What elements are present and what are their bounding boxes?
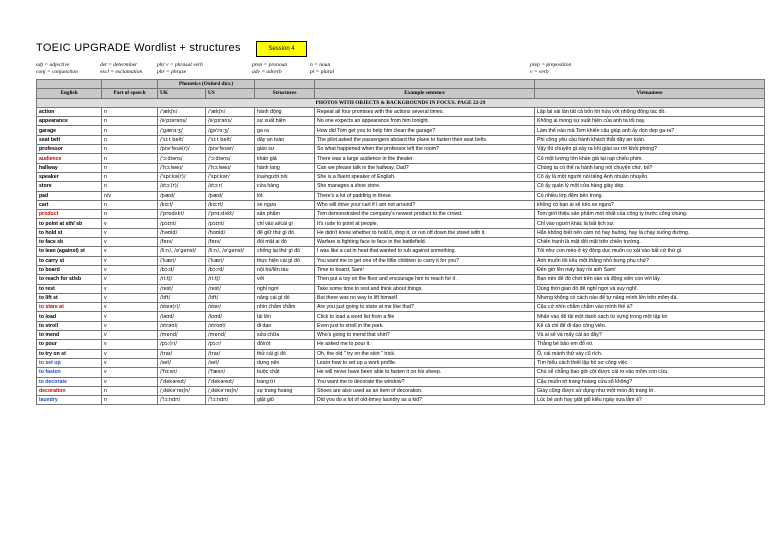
table-row (37, 191, 765, 200)
uk-ipa-cell: /stɔː(r)/ (158, 182, 206, 191)
uk-ipa-cell: /pɔː(r)/ (158, 340, 206, 349)
english-cell: action (37, 107, 102, 116)
vietnamese-cell: Chiến tranh là mặt đối mặt trên chiến trường. (535, 238, 765, 247)
us-ipa-cell: /loʊd/ (206, 312, 255, 321)
us-ipa-cell: /ˈprɑːdʌkt/ (206, 210, 255, 219)
example-cell: He asked me to pour it. (315, 340, 535, 349)
pos-cell: v (102, 331, 158, 340)
us-ipa-cell: /ˈækʃn/ (206, 107, 255, 116)
uk-ipa-cell: /prəˈfesə(r)/ (158, 145, 206, 154)
vietnamese-cell: Có nhiều lớp đệm bên trong. (535, 191, 765, 200)
us-ipa-cell: /kɑːrt/ (206, 200, 255, 209)
pos-cell: v (102, 321, 158, 330)
table-row (37, 396, 765, 405)
example-cell: No one expects an appearance from him tonight. (315, 117, 535, 126)
abbr-item: conj = conjunction (36, 69, 78, 75)
vietnamese-cell: Anh muốn tôi kêu một thằng nhỏ bưng phụ chứ? (535, 256, 765, 265)
uk-ipa-cell: /ˈfɑːsn/ (158, 368, 206, 377)
abbr-item: det = determiner (100, 62, 138, 68)
vietnamese-cell: Vậy thì chuyện gì xảy ra khi giáo sư rời khỏi phòng? (535, 145, 765, 154)
structure-cell: nội trú/lên tàu (255, 265, 315, 274)
example-cell: Shoes are also used as an item of decoration. (315, 386, 535, 395)
us-ipa-cell: /pɔːr/ (206, 340, 255, 349)
us-ipa-cell: /ˈkæri/ (206, 256, 255, 265)
abbr-col-3 (157, 62, 203, 76)
us-ipa-cell: /lɪft/ (206, 293, 255, 302)
english-cell: laundry (37, 396, 102, 405)
table-row (37, 172, 765, 181)
english-cell: to pour (37, 340, 102, 349)
table-row (37, 293, 765, 302)
us-ipa-cell: /ɡəˈrɑːʒ/ (206, 126, 255, 135)
example-cell: Repeat all four promises with the actions several times. (315, 107, 535, 116)
uk-ipa-cell: /bɔːd/ (158, 265, 206, 274)
vietnamese-cell: Có một lượng lớn khán giả tại rạp chiếu phim. (535, 154, 765, 163)
example-cell: Click to load a word list from a file (315, 312, 535, 321)
table-row (37, 163, 765, 172)
header-structures: Structures (255, 89, 315, 98)
vietnamese-cell: Bạn nên để đồ chơi trên sàn và động viên con với lấy. (535, 275, 765, 284)
abbr-col-6 (530, 62, 571, 76)
us-ipa-cell: /ˈɔːdiəns/ (206, 154, 255, 163)
pos-cell: v (102, 247, 158, 256)
uk-ipa-cell: /lɪft/ (158, 293, 206, 302)
structure-cell: sự trang hoàng (255, 386, 315, 395)
pos-cell: v (102, 228, 158, 237)
pos-cell: v (102, 358, 158, 367)
english-cell: audience (37, 154, 102, 163)
abbr-item: pron = pronoun (252, 62, 288, 68)
pos-cell: v (102, 340, 158, 349)
english-cell: to lean (against) st (37, 247, 102, 256)
example-cell: But there was no way to lift himself. (315, 293, 535, 302)
vietnamese-cell: Tôi như con mèo ở kỳ động dục muốn cọ xát vào bất cứ thứ gì. (535, 247, 765, 256)
abbr-col-1 (36, 62, 78, 76)
abbr-item: phr = phrase (157, 69, 187, 75)
uk-ipa-cell: /ˌdekəˈreɪʃn/ (158, 386, 206, 395)
header-uk: UK (158, 89, 206, 98)
table-row (37, 265, 765, 274)
uk-ipa-cell: /ˈdekəreɪt/ (158, 377, 206, 386)
us-ipa-cell: /stɔːr/ (206, 182, 255, 191)
english-cell: professor (37, 145, 102, 154)
header-us: US (206, 89, 255, 98)
english-cell: store (37, 182, 102, 191)
structure-cell: hành động (255, 107, 315, 116)
pos-cell: n (102, 117, 158, 126)
structure-cell: với (255, 275, 315, 284)
uk-ipa-cell: /mend/ (158, 331, 206, 340)
uk-ipa-cell: /steə(r)/ (158, 303, 206, 312)
header-blank (255, 80, 315, 89)
structure-cell: loa/người nói (255, 172, 315, 181)
vietnamese-cell: Chỉ vào người khác là bất lịch sự. (535, 219, 765, 228)
table-row (37, 312, 765, 321)
table-row (37, 145, 765, 154)
example-cell: He didn't know whether to hold it, drop it, or run off down the street with it. (315, 228, 535, 237)
us-ipa-cell: /hoʊld/ (206, 228, 255, 237)
us-ipa-cell: /stroʊl/ (206, 321, 255, 330)
wordlist-table (36, 79, 765, 405)
vietnamese-cell: Kể cả chỉ để đi dạo công viên. (535, 321, 765, 330)
us-ipa-cell: /bɔːrd/ (206, 265, 255, 274)
example-cell: Who's going to mend that shirt? (315, 331, 535, 340)
vietnamese-cell: Làm thế nào mà Tom khiến cậu giúp anh ấy dọn dẹp ga-ra? (535, 126, 765, 135)
english-cell: to board (37, 265, 102, 274)
english-cell: to hold st (37, 228, 102, 237)
pos-cell: v (102, 312, 158, 321)
vietnamese-cell: Giày cũng được sử dụng như một món đồ trang trí. (535, 386, 765, 395)
us-ipa-cell: /ˈfæsn/ (206, 368, 255, 377)
example-cell: She is a fluent speaker of English. (315, 172, 535, 181)
us-ipa-cell: /feɪs/ (206, 238, 255, 247)
english-cell: to carry st (37, 256, 102, 265)
vietnamese-cell: Tom giới thiệu sản phẩm mới nhất của công ty trước công chúng. (535, 210, 765, 219)
session-badge: Session 4 (256, 41, 307, 57)
vietnamese-cell: Cậu cứ nhìn chằm chằm vào mình thế à? (535, 303, 765, 312)
us-ipa-cell: /riːtʃ/ (206, 275, 255, 284)
pos-cell: v (102, 377, 158, 386)
vietnamese-cell: Tìm hiểu cách thiết lập hồ sơ công việc. (535, 358, 765, 367)
abbr-item: pl = plural (310, 69, 335, 75)
structure-cell: ga ra (255, 126, 315, 135)
table-row (37, 182, 765, 191)
table-row (37, 228, 765, 237)
vietnamese-cell: Không ai mong sự xuất hiện của anh ta tối nay. (535, 117, 765, 126)
table-row (37, 210, 765, 219)
uk-ipa-cell: /liːn/, /əˈɡenst/ (158, 247, 206, 256)
english-cell: to set up (37, 358, 102, 367)
uk-ipa-cell: /əˈpɪərəns/ (158, 117, 206, 126)
english-cell: pad (37, 191, 102, 200)
table-row (37, 358, 765, 367)
table-row (37, 349, 765, 358)
english-cell: to fasten (37, 368, 102, 377)
english-cell: to reach for st/sb (37, 275, 102, 284)
english-cell: to try on st (37, 349, 102, 358)
table-row (37, 275, 765, 284)
header-pos: Part of speech (102, 89, 158, 98)
example-cell: It's rude to point at people. (315, 219, 535, 228)
structure-cell: thực hiện cái gì đó (255, 256, 315, 265)
uk-ipa-cell: /ˈsiːt belt/ (158, 135, 206, 144)
structure-cell: giặt giũ (255, 396, 315, 405)
uk-ipa-cell: /kɑːt/ (158, 200, 206, 209)
structure-cell: nâng cái gì đó (255, 293, 315, 302)
vietnamese-cell: Chúng ta có thể ra hành lang nói chuyện chứ, bố? (535, 163, 765, 172)
header-english: English (37, 89, 102, 98)
us-ipa-cell: /pæd/ (206, 191, 255, 200)
pos-cell: n (102, 386, 158, 395)
vietnamese-cell: Hắn không biết nên cầm nó hay buông, hay là chạy xuống đường. (535, 228, 765, 237)
english-cell: to point at sth/ sb (37, 219, 102, 228)
us-ipa-cell: /pɔɪnt/ (206, 219, 255, 228)
vietnamese-cell: Và ai sẽ vá mấy cái áo đây? (535, 331, 765, 340)
example-cell: How did Tom get you to help him clean the garage? (315, 126, 535, 135)
structure-cell: khán giả (255, 154, 315, 163)
vietnamese-cell: Thằng bé bảo em đổ nó. (535, 340, 765, 349)
example-cell: The pilot asked the passengers aboard the plane to fasten their seat belts. (315, 135, 535, 144)
example-cell: Oh, the old " try on the skirt " trick. (315, 349, 535, 358)
example-cell: So what happened when the professor left the room? (315, 145, 535, 154)
uk-ipa-cell: /ləʊd/ (158, 312, 206, 321)
example-cell: He will never have been able to fasten it on his sheep. (315, 368, 535, 377)
pos-cell: n (102, 172, 158, 181)
structure-cell: lót (255, 191, 315, 200)
abbr-item: adj = adjective (36, 62, 70, 68)
abbr-item: phr v = phrasal verb (157, 62, 203, 68)
structure-cell: chỉ vào ai/cái gì (255, 219, 315, 228)
table-row (37, 321, 765, 330)
english-cell: garage (37, 126, 102, 135)
structure-cell: trang trí (255, 377, 315, 386)
table-row (37, 200, 765, 209)
vietnamese-cell: Cô ấy quản lý một cửa hàng giày dép. (535, 182, 765, 191)
english-cell: speaker (37, 172, 102, 181)
us-ipa-cell: /traɪ/ (206, 349, 255, 358)
table-row (37, 219, 765, 228)
table-row (37, 256, 765, 265)
uk-ipa-cell: /pæd/ (158, 191, 206, 200)
pos-cell: n/v (102, 191, 158, 200)
vietnamese-cell: Nhấn vào để tải một danh sách từ vựng trong một tập tin (535, 312, 765, 321)
vietnamese-cell: Cậu muốn tớ trang hoàng cửa sổ không? (535, 377, 765, 386)
vietnamese-cell: Nhưng không có cách nào để tự nâng mình lên trên mõm đá. (535, 293, 765, 302)
pos-cell: v (102, 219, 158, 228)
vietnamese-cell: Dùng thời gian đó để nghỉ ngơi và suy nghĩ. (535, 284, 765, 293)
header-blank (315, 80, 535, 89)
example-cell: Then put a toy on the floor and encourage him to reach for it . (315, 275, 535, 284)
us-ipa-cell: /liːn/, /əˈɡenst/ (206, 247, 255, 256)
example-cell: She manages a shoe store. (315, 182, 535, 191)
structure-cell: dựng nên (255, 358, 315, 367)
header-example: Example sentence (315, 89, 535, 98)
example-cell: There was a large audience in the theater. (315, 154, 535, 163)
structure-cell: đổ/rót (255, 340, 315, 349)
structure-cell: chống lại thứ gì đó (255, 247, 315, 256)
example-cell: You want me to decorate the window? (315, 377, 535, 386)
table-row (37, 238, 765, 247)
pos-cell: n (102, 154, 158, 163)
us-ipa-cell: /ˈlɔːndri/ (206, 396, 255, 405)
uk-ipa-cell: /strəʊl/ (158, 321, 206, 330)
abbr-item: adv = adverb (252, 69, 282, 75)
structure-cell: cửa hàng (255, 182, 315, 191)
us-ipa-cell: /rest/ (206, 284, 255, 293)
structure-cell: dây an toàn (255, 135, 315, 144)
pos-cell: n (102, 210, 158, 219)
vietnamese-cell: Ồ, cái mánh thử váy cũ rích. (535, 349, 765, 358)
structure-cell: nhìn chằm chằm (255, 303, 315, 312)
english-cell: product (37, 210, 102, 219)
structure-cell: sửa chữa (255, 331, 315, 340)
example-cell: Time to board, Sam! (315, 265, 535, 274)
pos-cell: v (102, 256, 158, 265)
header-blank (102, 80, 158, 89)
us-ipa-cell: /ˈdekəreɪt/ (206, 377, 255, 386)
vietnamese-cell: Cô ấy là một người nói tiếng Anh nhuần nhuyễn. (535, 172, 765, 181)
us-ipa-cell: /set/ (206, 358, 255, 367)
vietnamese-cell: Lặp lại vài lần tất cả bốn lời hứa với những động tác đó. (535, 107, 765, 116)
table-row (37, 154, 765, 163)
pos-cell: v (102, 368, 158, 377)
english-cell: to rest (37, 284, 102, 293)
english-cell: to stare at (37, 303, 102, 312)
pos-cell: v (102, 284, 158, 293)
structure-cell: buộc chặt (255, 368, 315, 377)
pos-cell: v (102, 265, 158, 274)
structure-cell: đi dạo (255, 321, 315, 330)
vietnamese-cell: Phi công yêu cầu hành khách thắt dây an toàn. (535, 135, 765, 144)
us-ipa-cell: /ˈhɔːlweɪ/ (206, 163, 255, 172)
table-row (37, 377, 765, 386)
example-cell: You want me to get one of the little children to carry it for you? (315, 256, 535, 265)
header-phonetics: Phonetics (Oxford dict.) (158, 80, 255, 89)
pos-cell: n (102, 107, 158, 116)
vietnamese-cell: không có bạn ai sẽ kéo xe ngựa? (535, 200, 765, 209)
table-row (37, 117, 765, 126)
uk-ipa-cell: /rest/ (158, 284, 206, 293)
pos-cell: n (102, 396, 158, 405)
english-cell: to lift st (37, 293, 102, 302)
pos-cell: v (102, 293, 158, 302)
section-row (37, 98, 765, 107)
structure-cell: giáo sư (255, 145, 315, 154)
pos-cell: n (102, 145, 158, 154)
vietnamese-cell: Chú sẽ chẳng bao giờ cột được cái ro vào mõm con cừu. (535, 368, 765, 377)
example-cell: Tom demonstrated the company's newest product to the crowd. (315, 210, 535, 219)
uk-ipa-cell: /pɔɪnt/ (158, 219, 206, 228)
vietnamese-cell: Đến giờ lên máy bay rồi anh Sam! (535, 265, 765, 274)
uk-ipa-cell: /ˈspiːkə(r)/ (158, 172, 206, 181)
english-cell: to stroll (37, 321, 102, 330)
pos-cell: n (102, 163, 158, 172)
abbr-item: excl = exclamation (100, 69, 143, 75)
table-row (37, 126, 765, 135)
structure-cell: sản phẩm (255, 210, 315, 219)
uk-ipa-cell: /ˈkæri/ (158, 256, 206, 265)
uk-ipa-cell: /ˈækʃn/ (158, 107, 206, 116)
english-cell: to load (37, 312, 102, 321)
example-cell: I was like a cat in heat that wanted to rub against something. (315, 247, 535, 256)
structure-cell: đối mặt ai đó (255, 238, 315, 247)
table-row (37, 303, 765, 312)
uk-ipa-cell: /ˈɔːdiəns/ (158, 154, 206, 163)
pos-cell: n (102, 200, 158, 209)
pos-cell: n (102, 126, 158, 135)
vietnamese-cell: Lúc bé anh hay giặt giũ kiểu ngày xưa lắm à? (535, 396, 765, 405)
example-cell: Are you just going to stare at me like that? (315, 303, 535, 312)
abbr-col-5 (310, 62, 334, 76)
us-ipa-cell: /mend/ (206, 331, 255, 340)
abbr-item: v = verb (530, 69, 549, 75)
pos-cell: v (102, 275, 158, 284)
example-cell: Can we please talk in the hallway, Dad? (315, 163, 535, 172)
uk-ipa-cell: /ˈprɒdʌkt/ (158, 210, 206, 219)
english-cell: appearance (37, 117, 102, 126)
pos-cell: n (102, 182, 158, 191)
us-ipa-cell: /ˌdekəˈreɪʃn/ (206, 386, 255, 395)
uk-ipa-cell: /traɪ/ (158, 349, 206, 358)
structure-cell: thử cái gì đó (255, 349, 315, 358)
structure-cell: tải lên (255, 312, 315, 321)
table-row (37, 107, 765, 116)
pos-cell: v (102, 303, 158, 312)
table-row (37, 368, 765, 377)
us-ipa-cell: /prəˈfesər/ (206, 145, 255, 154)
english-cell: decoration (37, 386, 102, 395)
pos-cell: n (102, 135, 158, 144)
abbr-col-4 (252, 62, 287, 76)
structure-cell: xe ngựa (255, 200, 315, 209)
us-ipa-cell: /ster/ (206, 303, 255, 312)
us-ipa-cell: /ˈspiːkər/ (206, 172, 255, 181)
english-cell: to mend (37, 331, 102, 340)
pos-cell: v (102, 238, 158, 247)
abbr-col-2 (100, 62, 142, 76)
section-title: PHOTOS WITH OBJECTS & BACKGROUNDS IN FOCUS. PAGE 22-29 (37, 98, 765, 107)
english-cell: to decorate (37, 377, 102, 386)
table-body (37, 107, 765, 405)
structure-cell: sự xuất hiện (255, 117, 315, 126)
uk-ipa-cell: /ˈɡærɑːʒ/ (158, 126, 206, 135)
table-row (37, 135, 765, 144)
structure-cell: để giữ thứ gì đó (255, 228, 315, 237)
table-row (37, 284, 765, 293)
abbr-item: prep = preposition (530, 62, 572, 68)
header-vietnamese: Vietnamese (535, 89, 765, 98)
example-cell: There's a lot of padding in these. (315, 191, 535, 200)
example-cell: Learn how to set up a work profile. (315, 358, 535, 367)
table-row (37, 386, 765, 395)
english-cell: cart (37, 200, 102, 209)
header-blank (37, 80, 102, 89)
english-cell: hallway (37, 163, 102, 172)
column-header-row (37, 89, 765, 98)
page-title: TOEIC UPGRADE Wordlist + structures (36, 42, 241, 54)
structure-cell: hành lang (255, 163, 315, 172)
example-cell: Warfare is fighting face to face in the battlefield. (315, 238, 535, 247)
us-ipa-cell: /əˈpɪrəns/ (206, 117, 255, 126)
abbr-item: n = noun (310, 62, 331, 68)
uk-ipa-cell: /ˈlɔːndri/ (158, 396, 206, 405)
header-blank (535, 80, 765, 89)
uk-ipa-cell: /ˈhɔːlweɪ/ (158, 163, 206, 172)
uk-ipa-cell: /həʊld/ (158, 228, 206, 237)
example-cell: Did you do a lot of old-timey laundry as a kid? (315, 396, 535, 405)
uk-ipa-cell: /feɪs/ (158, 238, 206, 247)
structure-cell: nghỉ ngơi (255, 284, 315, 293)
us-ipa-cell: /ˈsiːt belt/ (206, 135, 255, 144)
example-cell: Take some time to rest and think about things. (315, 284, 535, 293)
uk-ipa-cell: /riːtʃ/ (158, 275, 206, 284)
example-cell: Even just to stroll in the park. (315, 321, 535, 330)
phonetics-header-row (37, 80, 765, 89)
english-cell: seat belt (37, 135, 102, 144)
english-cell: to face sb (37, 238, 102, 247)
pos-cell: v (102, 349, 158, 358)
uk-ipa-cell: /set/ (158, 358, 206, 367)
table-row (37, 331, 765, 340)
example-cell: Who will drive your cart if I am not around? (315, 200, 535, 209)
table-row (37, 247, 765, 256)
table-row (37, 340, 765, 349)
